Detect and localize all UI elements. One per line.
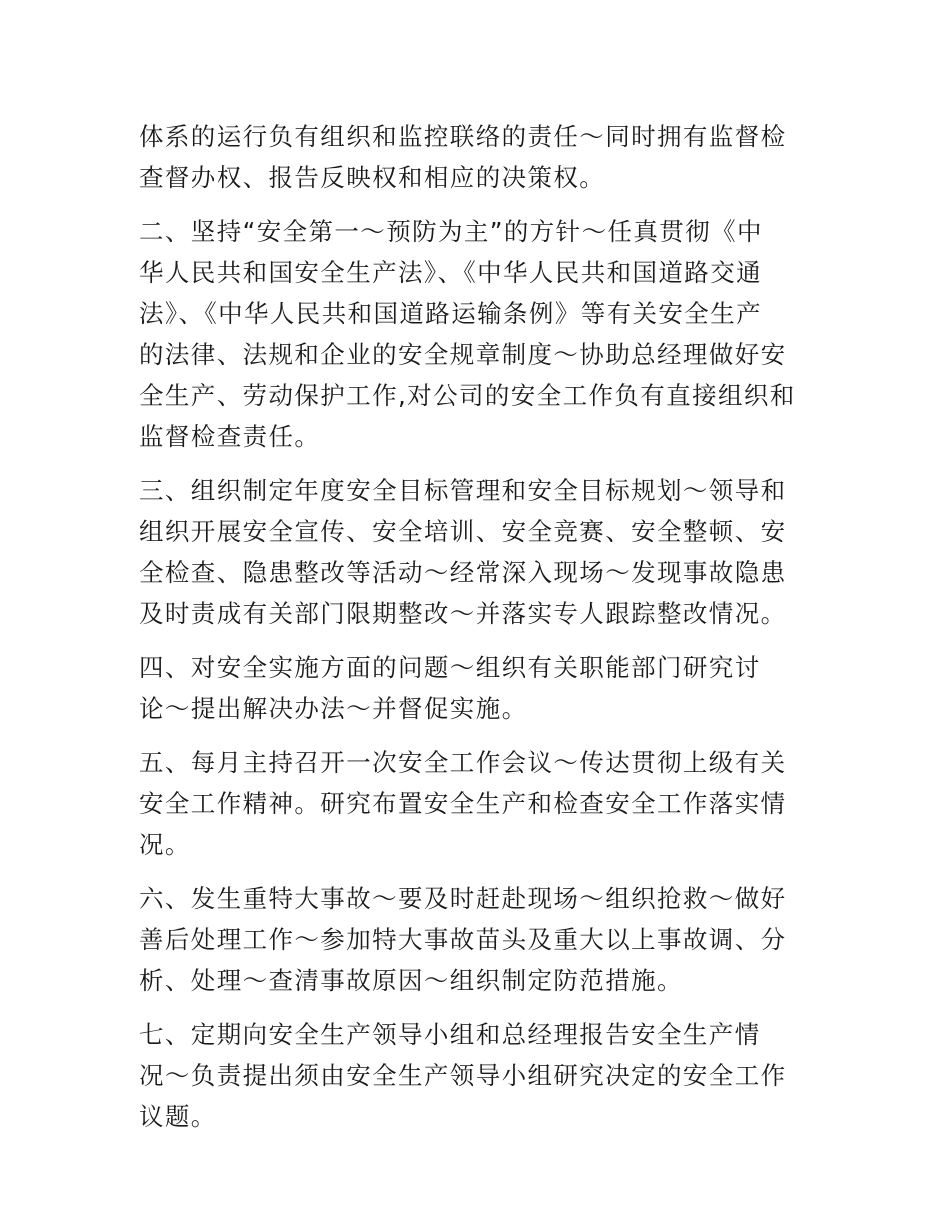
text-line: 况。 [139, 830, 191, 859]
text-line: 体系的运行负有组织和监控联络的责任～同时拥有监督检 [139, 122, 787, 151]
text-line: 法》、《中华人民共和国道路运输条例》等有关安全生产 [139, 299, 762, 328]
text-line: 全生产、劳动保护工作,对公司的安全工作负有直接组织和 [139, 381, 796, 410]
text-line: 六、发生重特大事故～要及时赶赴现场～组织抢救～做好 [139, 884, 787, 913]
paragraph-item-6 [139, 878, 809, 1001]
text-line: 及时责成有关部门限期整改～并落实专人跟踪整改情况。 [139, 599, 787, 628]
text-line: 的法律、法规和企业的安全规章制度～协助总经理做好安 [139, 340, 787, 369]
text-line: 监督检查责任。 [139, 422, 321, 451]
paragraph-responsibility-continued [139, 116, 809, 198]
paragraph-gap [139, 198, 809, 211]
text-line: 组织开展安全宣传、安全培训、安全竞赛、安全整顿、安 [139, 517, 787, 546]
text-line: 五、每月主持召开一次安全工作会议～传达贯彻上级有关 [139, 748, 787, 777]
paragraph-item-4 [139, 647, 809, 729]
paragraph-item-3 [139, 470, 809, 634]
text-line: 四、对安全实施方面的问题～组织有关职能部门研究讨 [139, 653, 761, 682]
text-line: 安全工作精神。研究布置安全生产和检查安全工作落实情 [139, 789, 787, 818]
paragraph-gap [139, 865, 809, 878]
text-line: 善后处理工作～参加特大事故苗头及重大以上事故调、分 [139, 925, 787, 954]
text-line: 华人民共和国安全生产法》、《中华人民共和国道路交通 [139, 258, 762, 287]
paragraph-item-5 [139, 742, 809, 865]
text-line: 议题。 [139, 1102, 217, 1131]
text-line: 况～负责提出须由安全生产领导小组研究决定的安全工作 [139, 1061, 787, 1090]
paragraph-item-2 [139, 211, 809, 457]
document-page [139, 116, 809, 1137]
text-line: 析、处理～查清事故原因～组织制定防范措施。 [139, 966, 683, 995]
text-line: 七、定期向安全生产领导小组和总经理报告安全生产情 [139, 1020, 761, 1049]
paragraph-gap [139, 634, 809, 647]
paragraph-item-7 [139, 1014, 809, 1137]
text-line: 论～提出解决办法～并督促实施。 [139, 694, 528, 723]
text-line: 三、组织制定年度安全目标管理和安全目标规划～领导和 [139, 476, 787, 505]
paragraph-gap [139, 457, 809, 470]
paragraph-gap [139, 729, 809, 742]
text-line: 全检查、隐患整改等活动～经常深入现场～发现事故隐患 [139, 558, 787, 587]
text-line: 二、坚持“安全第一～预防为主”的方针～任真贯彻《中 [139, 217, 763, 246]
paragraph-gap [139, 1001, 809, 1014]
text-line: 查督办权、报告反映权和相应的决策权。 [139, 163, 606, 192]
